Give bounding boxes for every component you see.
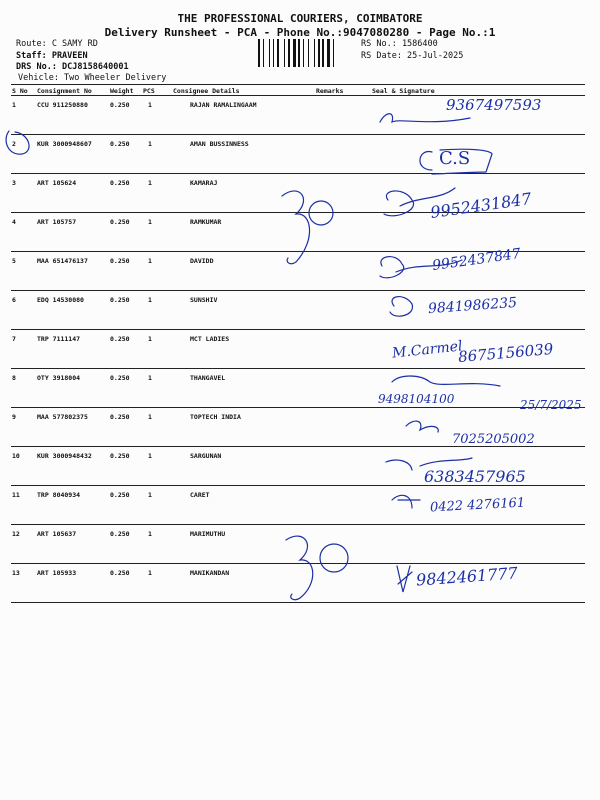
row-pcs: 1 — [148, 179, 152, 187]
row7-handwritten-name: M.Carmel — [391, 338, 464, 362]
row-consignment-no: CCU 911250880 — [37, 101, 88, 109]
row-weight: 0.250 — [110, 140, 130, 148]
row11-handwritten-phone: 0422 4276161 — [429, 495, 526, 516]
row-pcs: 1 — [148, 335, 152, 343]
row-consignment-no: KUR 3000948432 — [37, 452, 92, 460]
row-sno: 9 — [12, 413, 16, 421]
row1-signature — [380, 114, 470, 122]
row-pcs: 1 — [148, 452, 152, 460]
row-consignee: KAMARAJ — [190, 179, 218, 187]
row8-handwritten-date: 25/7/2025 — [520, 398, 582, 412]
row-weight: 0.250 — [110, 296, 130, 304]
row-sno: 13 — [12, 569, 20, 577]
row-weight: 0.250 — [110, 452, 130, 460]
row-pcs: 1 — [148, 101, 152, 109]
row-pcs: 1 — [148, 491, 152, 499]
row-consignment-no: EDQ 14530080 — [37, 296, 84, 304]
row9-handwritten-phone: 7025205002 — [452, 432, 535, 447]
row-consignee: THANGAVEL — [190, 374, 226, 382]
row-weight: 0.250 — [110, 413, 130, 421]
row-consignment-no: MAA 577802375 — [37, 413, 88, 421]
row8-handwritten-phone: 9498104100 — [378, 392, 455, 406]
row-weight: 0.250 — [110, 257, 130, 265]
row-consignment-no: TRP 8040934 — [37, 491, 81, 499]
row-weight: 0.250 — [110, 491, 130, 499]
row-consignee: SARGUNAN — [190, 452, 222, 460]
drs-number: DRS No.: DCJ8158640001 — [16, 62, 129, 72]
row-consignment-no: KUR 3000948607 — [37, 140, 92, 148]
row-weight: 0.250 — [110, 101, 130, 109]
row2-handwritten-mark: C.S — [439, 148, 471, 169]
row-sno: 2 — [12, 140, 16, 148]
row-pcs: 1 — [148, 530, 152, 538]
row5-handwritten-phone: 9952437847 — [431, 245, 522, 275]
row-consignee: MARIMUTHU — [190, 530, 226, 538]
col-consignee: Consignee Details — [173, 87, 240, 95]
row-consignee: RAJAN RAMALINGAAM — [190, 101, 257, 109]
rs-date: RS Date: 25-Jul-2025 — [361, 51, 464, 61]
row-sno: 7 — [12, 335, 16, 343]
col-pcs: PCS — [143, 87, 155, 95]
row-consignment-no: TRP 7111147 — [37, 335, 81, 343]
row-consignee: AMAN BUSSINNESS — [190, 140, 249, 148]
row13-signature — [397, 566, 412, 592]
row-pcs: 1 — [148, 140, 152, 148]
row-weight: 0.250 — [110, 569, 130, 577]
row12-mark — [286, 536, 313, 600]
row-pcs: 1 — [148, 296, 152, 304]
row2-circle-mark — [6, 131, 29, 154]
row-consignee: MCT LADIES — [190, 335, 230, 343]
row-pcs: 1 — [148, 257, 152, 265]
row-consignment-no: OTY 3918004 — [37, 374, 81, 382]
staff-label: Staff: PRAVEEN — [16, 51, 88, 61]
col-remarks: Remarks — [316, 87, 344, 95]
row-sno: 6 — [12, 296, 16, 304]
row1-handwritten-phone: 9367497593 — [446, 96, 542, 114]
row6-handwritten-phone: 9841986235 — [427, 294, 518, 318]
row-consignee: MANIKANDAN — [190, 569, 230, 577]
row-weight: 0.250 — [110, 374, 130, 382]
route-label: Route: C SAMY RD — [16, 39, 98, 49]
row12-circle — [320, 544, 348, 572]
vehicle-label: Vehicle: Two Wheeler Delivery — [18, 73, 167, 83]
row-consignee: RAMKUMAR — [190, 218, 222, 226]
row-sno: 4 — [12, 218, 16, 226]
row-consignee: TOPTECH INDIA — [190, 413, 241, 421]
row3-mark — [282, 191, 310, 264]
company-title: THE PROFESSIONAL COURIERS, COIMBATORE — [177, 12, 423, 25]
row-pcs: 1 — [148, 374, 152, 382]
col-sno: S No — [12, 87, 28, 95]
row4-handwritten-phone: 9952431847 — [429, 189, 533, 222]
row-consignee: DAVIDD — [190, 257, 214, 265]
row-sno: 3 — [12, 179, 16, 187]
row-weight: 0.250 — [110, 335, 130, 343]
row3-circle — [309, 201, 333, 225]
row-consignee: SUNSHIV — [190, 296, 218, 304]
row-sno: 1 — [12, 101, 16, 109]
row-pcs: 1 — [148, 413, 152, 421]
row9-signature — [406, 421, 438, 432]
row-consignment-no: ART 105637 — [37, 530, 77, 538]
runsheet-subtitle: Delivery Runsheet - PCA - Phone No.:9047080280 - Page No.:1 — [104, 26, 496, 39]
row-consignment-no: ART 105933 — [37, 569, 77, 577]
row6-signature — [390, 297, 412, 317]
row-sno: 5 — [12, 257, 16, 265]
row-sno: 12 — [12, 530, 20, 538]
row-consignee: CARET — [190, 491, 210, 499]
col-consignment: Consignment No — [37, 87, 92, 95]
row-pcs: 1 — [148, 569, 152, 577]
col-seal-signature: Seal & Signature — [372, 87, 435, 95]
row-consignment-no: ART 105624 — [37, 179, 77, 187]
row-weight: 0.250 — [110, 179, 130, 187]
row-sno: 11 — [12, 491, 20, 499]
row-weight: 0.250 — [110, 530, 130, 538]
row11-signature — [392, 495, 420, 508]
row-weight: 0.250 — [110, 218, 130, 226]
row13-handwritten-phone: 9842461777 — [415, 563, 519, 590]
rs-number: RS No.: 1586400 — [361, 39, 438, 49]
row-sno: 10 — [12, 452, 20, 460]
row-consignment-no: ART 105757 — [37, 218, 77, 226]
row7-handwritten-phone: 8675156039 — [457, 339, 555, 367]
row8-signature — [392, 376, 500, 386]
row10-handwritten-phone: 6383457965 — [424, 467, 526, 486]
row-pcs: 1 — [148, 218, 152, 226]
row-consignment-no: MAA 651476137 — [37, 257, 88, 265]
row-sno: 8 — [12, 374, 16, 382]
col-weight: Weight — [110, 87, 134, 95]
